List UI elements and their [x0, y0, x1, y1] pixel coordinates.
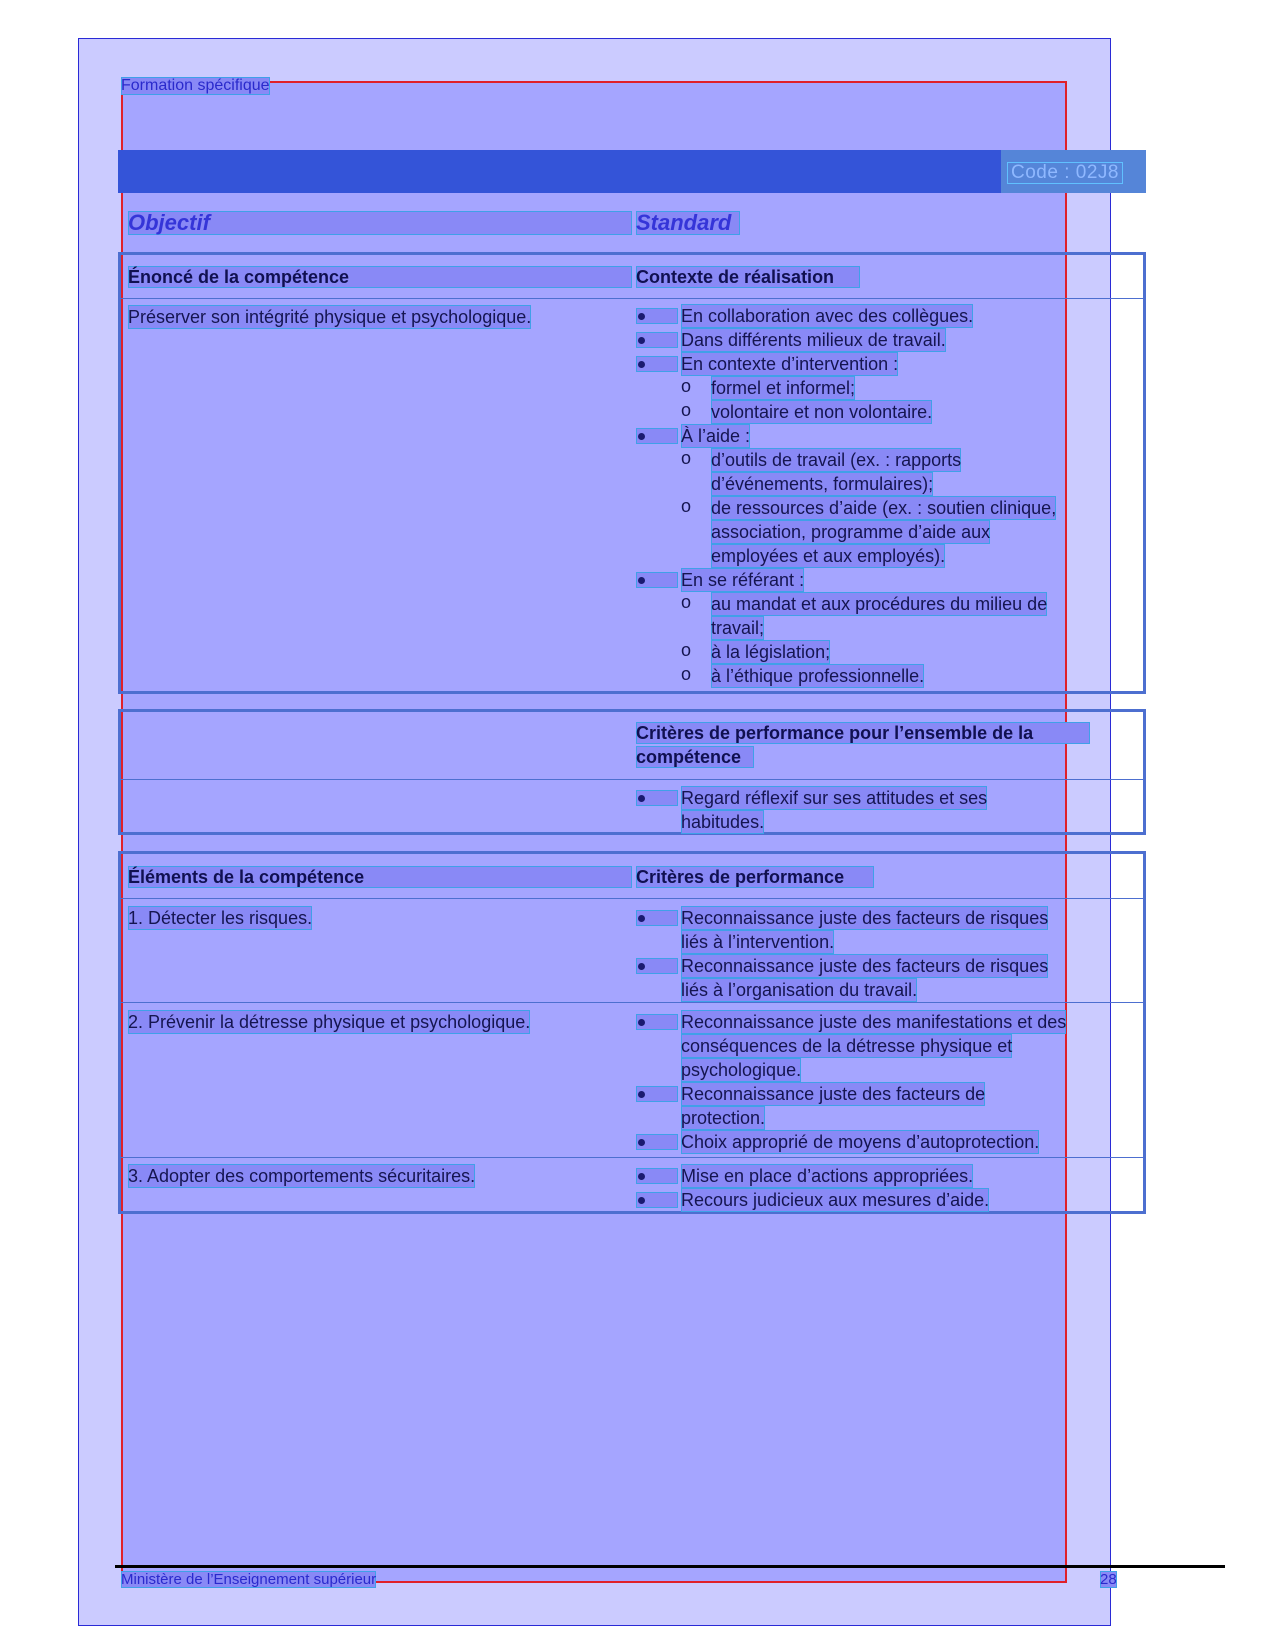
performance-criterion: protection.: [681, 1108, 766, 1128]
performance-criterion: liés à l’intervention.: [681, 932, 835, 952]
context-subitem: à la législation;: [711, 642, 831, 662]
objective-title: Objectif: [128, 211, 632, 235]
performance-criterion: Recours judicieux aux mesures d’aide.: [681, 1190, 990, 1210]
sub-bullet-icon: o: [681, 640, 692, 660]
bullet-icon: [638, 795, 645, 802]
competency-element: 1. Détecter les risques.: [128, 908, 313, 928]
competency-statement: Préserver son intégrité physique et psychologique.: [128, 307, 532, 327]
context-subitem: formel et informel;: [711, 378, 856, 398]
context-subitem: association, programme d’aide aux: [711, 522, 991, 542]
bullet-icon: [638, 337, 645, 344]
elements-header: Éléments de la compétence: [128, 866, 632, 888]
bullet-icon: [638, 1139, 645, 1146]
context-subitem: travail;: [711, 618, 765, 638]
context-item: Dans différents milieux de travail.: [681, 330, 946, 350]
competency-element: 3. Adopter des comportements sécuritaires.: [128, 1166, 476, 1186]
overall-criteria-header-line2: compétence: [636, 746, 754, 768]
performance-criterion: Mise en place d’actions appropriées.: [681, 1166, 974, 1186]
context-item: En contexte d’intervention :: [681, 354, 899, 374]
bullet-icon: [638, 915, 645, 922]
sub-bullet-icon: o: [681, 376, 692, 396]
bullet-icon: [638, 361, 645, 368]
bullet-icon: [638, 963, 645, 970]
competency-element: 2. Prévenir la détresse physique et psychologique.: [128, 1012, 531, 1032]
performance-criterion: conséquences de la détresse physique et: [681, 1036, 1013, 1056]
statement-header: Énoncé de la compétence: [128, 266, 632, 288]
row-divider: [121, 298, 1143, 299]
sub-bullet-icon: o: [681, 496, 692, 516]
context-item: En collaboration avec des collègues.: [681, 306, 974, 326]
footer-rule: [115, 1565, 1225, 1568]
bullet-icon: [638, 433, 645, 440]
overall-criterion: Regard réflexif sur ses attitudes et ses: [681, 788, 988, 808]
performance-criterion: Reconnaissance juste des facteurs de: [681, 1084, 986, 1104]
sub-bullet-icon: o: [681, 400, 692, 420]
sub-bullet-icon: o: [681, 592, 692, 612]
context-header: Contexte de réalisation: [636, 266, 860, 288]
footer-ministry: Ministère de l’Enseignement supérieur: [121, 1571, 377, 1588]
bullet-icon: [638, 577, 645, 584]
context-subitem: au mandat et aux procédures du milieu de: [711, 594, 1048, 614]
context-subitem: employées et aux employés).: [711, 546, 946, 566]
performance-criterion: Reconnaissance juste des facteurs de risques: [681, 956, 1049, 976]
context-subitem: de ressources d’aide (ex. : soutien clinique,: [711, 498, 1057, 518]
row-divider: [121, 1002, 1143, 1003]
page-number: 28: [1100, 1571, 1117, 1588]
row-divider: [121, 898, 1143, 899]
row-divider: [121, 1157, 1143, 1158]
overall-criteria-header-line1: Critères de performance pour l’ensemble de la: [636, 722, 1090, 744]
bullet-icon: [638, 1197, 645, 1204]
criteria-header: Critères de performance: [636, 866, 874, 888]
bullet-icon: [638, 1019, 645, 1026]
performance-criterion: psychologique.: [681, 1060, 802, 1080]
standard-title: Standard: [636, 211, 740, 235]
bullet-icon: [638, 313, 645, 320]
bullet-icon: [638, 1173, 645, 1180]
performance-criterion: Reconnaissance juste des manifestations et des: [681, 1012, 1067, 1032]
performance-criterion: liés à l’organisation du travail.: [681, 980, 918, 1000]
context-subitem: d’outils de travail (ex. : rapports: [711, 450, 962, 470]
context-subitem: d’événements, formulaires);: [711, 474, 934, 494]
context-item: En se référant :: [681, 570, 805, 590]
overall-criterion: habitudes.: [681, 812, 765, 832]
sub-bullet-icon: o: [681, 448, 692, 468]
running-head: Formation spécifique: [121, 77, 270, 94]
row-divider: [121, 779, 1143, 780]
sub-bullet-icon: o: [681, 664, 692, 684]
code-bar: [118, 150, 1146, 193]
context-item: À l’aide :: [681, 426, 751, 446]
performance-criterion: Reconnaissance juste des facteurs de risques: [681, 908, 1049, 928]
performance-criterion: Choix approprié de moyens d’autoprotection.: [681, 1132, 1040, 1152]
program-code: Code : 02J8: [1007, 162, 1123, 184]
bullet-icon: [638, 1091, 645, 1098]
context-subitem: à l’éthique professionnelle.: [711, 666, 925, 686]
context-subitem: volontaire et non volontaire.: [711, 402, 933, 422]
